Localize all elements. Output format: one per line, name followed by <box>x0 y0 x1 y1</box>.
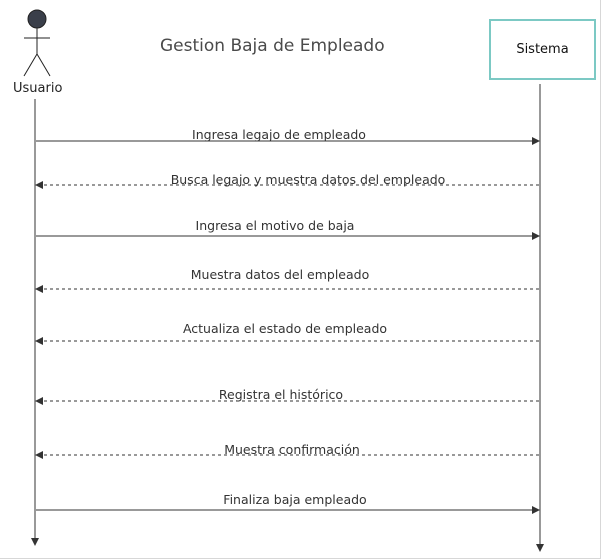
actor-figure <box>24 10 50 76</box>
message-label: Finaliza baja empleado <box>223 492 367 507</box>
actor-label: Usuario <box>13 81 63 96</box>
message-label: Registra el histórico <box>218 387 344 402</box>
message-label: Muestra datos del empleado <box>190 267 370 282</box>
message-label: Actualiza el estado de empleado <box>182 321 388 336</box>
actor-right-leg <box>37 54 50 76</box>
message-label: Muestra confirmación <box>224 442 360 457</box>
diagram-title: Gestion Baja de Empleado <box>160 36 385 56</box>
message-label: Ingresa legajo de empleado <box>192 127 366 142</box>
message-label: Busca legajo y muestra datos del empleado <box>170 172 446 187</box>
actor-head <box>28 10 46 28</box>
message-label: Ingresa el motivo de baja <box>195 218 355 233</box>
system-participant-box <box>489 19 596 80</box>
system-label: Sistema <box>516 42 569 57</box>
actor-left-leg <box>24 54 37 76</box>
